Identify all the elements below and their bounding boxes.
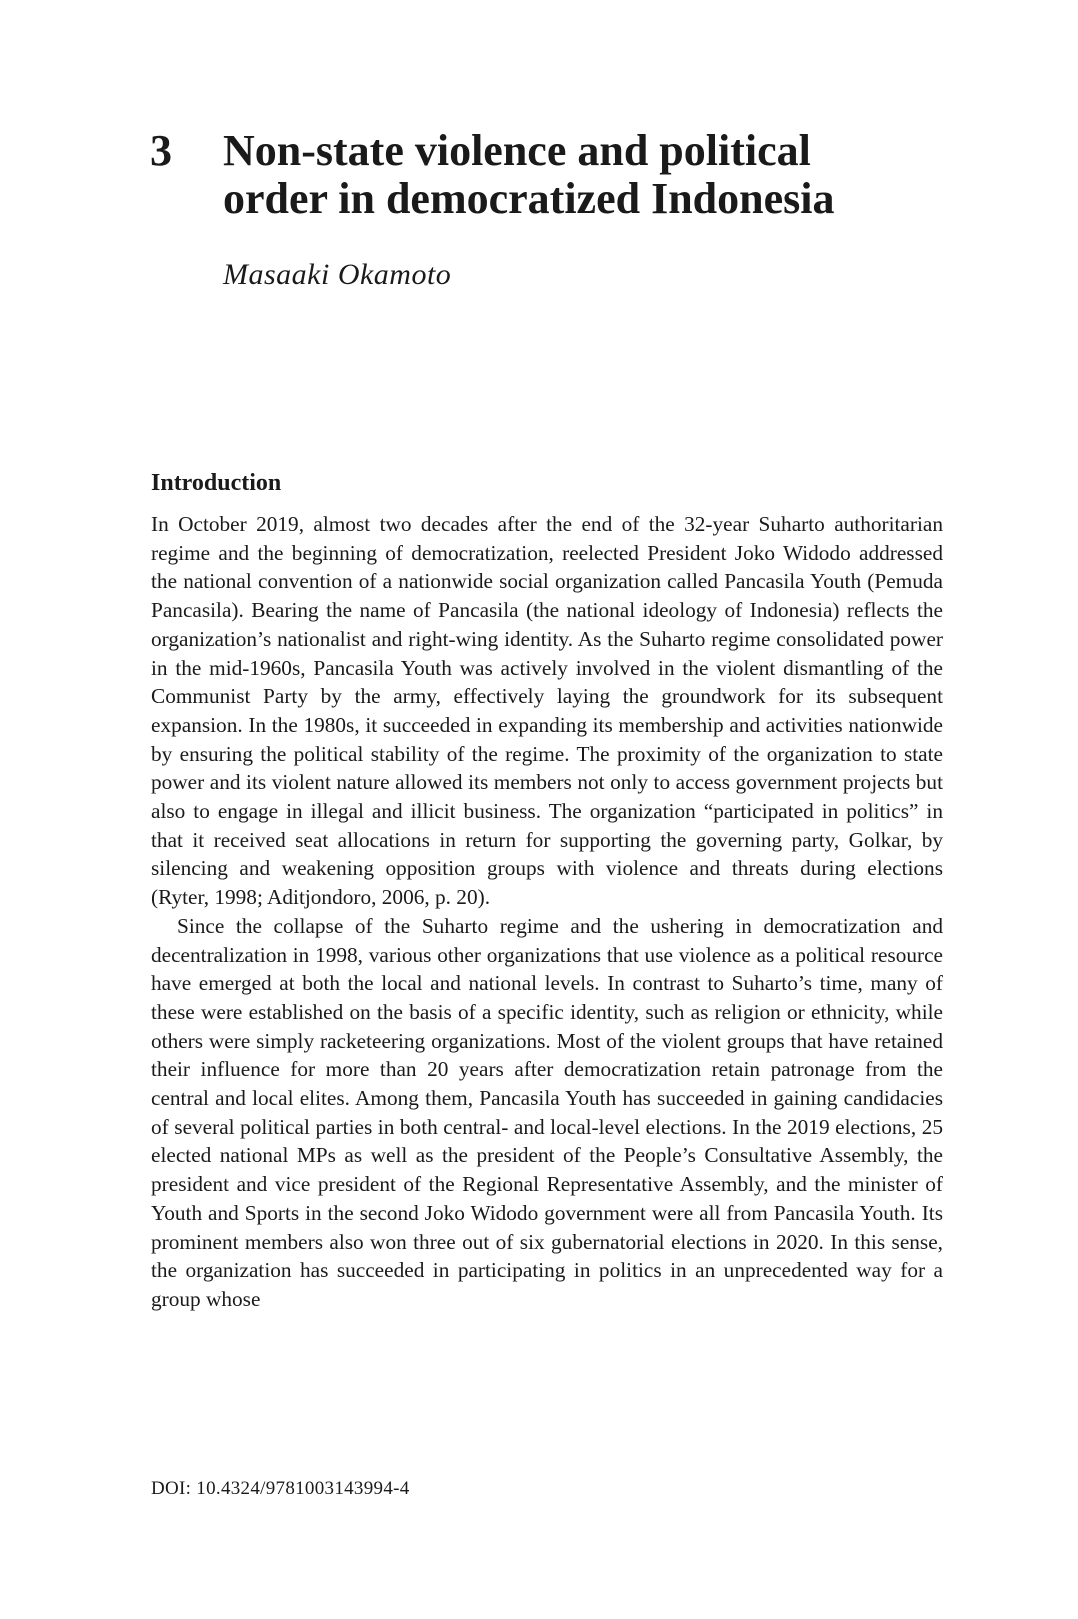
chapter-number: 3 — [150, 126, 172, 175]
body-text — [151, 510, 943, 1314]
section-heading: Introduction — [151, 470, 282, 496]
author-name: Masaaki Okamoto — [223, 258, 452, 291]
paragraph-2: Since the collapse of the Suharto regime and the ushering in democratization and decentralization in 1998, various other organizations that use violence as a political resource have emerged at both the local and national levels. In contrast to Suharto’s time, many of these were established on the basis of a specific identity, such as religion or ethnicity, while others were simply racketeering organizations. Most of the violent groups that have retained their influence for more than 20 years after democratization retain patronage from the central and local elites. Among them, Pancasila Youth has succeeded in gaining candidacies of several political parties in both central- and local-level elections. In the 2019 elections, 25 elected national MPs as well as the president of the People’s Consultative Assembly, the president and vice president of the Regional Representative Assembly, and the minister of Youth and Sports in the second Joko Widodo government were all from Pancasila Youth. Its prominent members also won three out of six gubernatorial elections in 2020. In this sense, the organization has succeeded in participating in politics in an unprecedented way for a group whose — [151, 913, 943, 1311]
doi-footer: DOI: 10.4324/9781003143994-4 — [151, 1478, 410, 1499]
chapter-title — [223, 127, 983, 223]
paragraph-1: In October 2019, almost two decades after the end of the 32-year Suharto authoritarian regime and the beginning of democratization, reelected President Joko Widodo addressed the national convention of a nationwide social organization called Pancasila Youth (Pemuda Pancasila). Bearing the name of Pancasila (the national ideology of Indonesia) reflects the organization’s nationalist and right-wing identity. As the Suharto regime consolidated power in the mid-1960s, Pancasila Youth was actively involved in the violent dismantling of the Communist Party by the army, effectively laying the groundwork for its subsequent expansion. In the 1980s, it succeeded in expanding its membership and activities nationwide by ensuring the political stability of the regime. The proximity of the organization to state power and its violent nature allowed its members not only to access government projects but also to engage in illegal and illicit business. The organization “participated in politics” in that it received seat allocations in return for supporting the governing party, Golkar, by silencing and weakening opposition groups with violence and threats during elections (Ryter, 1998; Aditjondoro, 2006, p. 20). — [151, 512, 943, 910]
chapter-title-line-1: Non-state violence and political — [223, 126, 811, 175]
chapter-title-line-2: order in democratized Indonesia — [223, 174, 835, 223]
